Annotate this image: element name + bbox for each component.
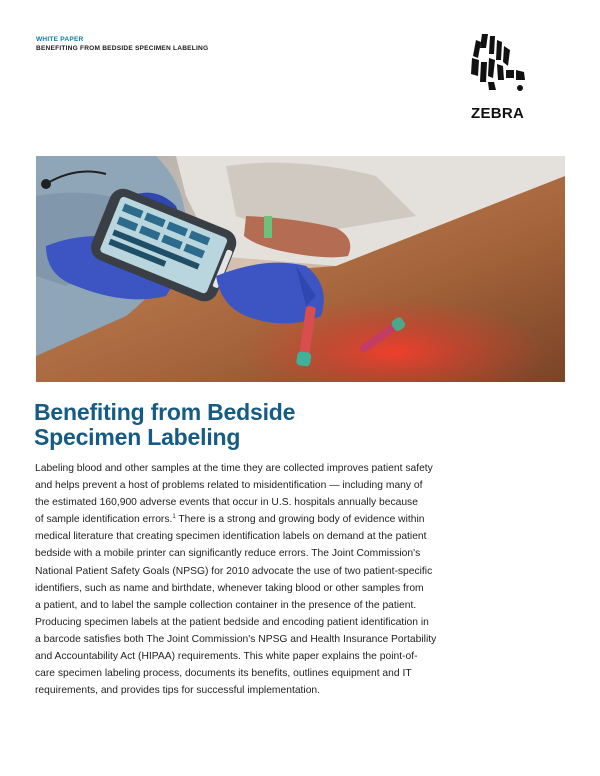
title-line-1: Benefiting from Bedside xyxy=(34,399,296,425)
zebra-wordmark: ZEBRA xyxy=(471,105,525,122)
document-type-label: WHITE PAPER xyxy=(36,36,84,43)
body-line: identifiers, such as name and birthdate, whenever taking blood or other samples from xyxy=(35,582,424,594)
title-line-2: Specimen Labeling xyxy=(34,424,241,450)
footnote-reference[interactable]: 1 xyxy=(172,514,176,521)
document-subtitle: BENEFITING FROM BEDSIDE SPECIMEN LABELING xyxy=(36,44,209,52)
body-line: the estimated 160,900 adverse events that occur in U.S. hospitals annually because xyxy=(35,497,418,509)
body-line xyxy=(35,511,485,528)
zebra-head-icon xyxy=(468,32,532,98)
document-title xyxy=(34,400,534,450)
body-line: bedside with a mobile printer can significantly reduce errors. The Joint Commission's xyxy=(35,548,421,560)
body-line: requirements, and provides tips for successful implementation. xyxy=(35,685,321,697)
hero-photo xyxy=(36,156,565,382)
body-line: Producing specimen labels at the patient bedside and encoding patient identification in xyxy=(35,616,429,628)
body-line: and helps prevent a host of problems related to misidentification — including many of xyxy=(35,480,423,492)
bedside-labeling-photo xyxy=(36,156,565,382)
body-line-part: There is a strong and growing body of evidence within xyxy=(175,514,425,526)
intro-paragraph xyxy=(35,460,485,699)
body-line: medical literature that creating specimen identification labels on demand at the patient xyxy=(35,531,427,543)
body-line: National Patient Safety Goals (NPSG) for 2010 advocate the use of two patient-specific xyxy=(35,565,433,577)
body-line: a patient, and to label the sample collection container in the presence of the patient. xyxy=(35,599,417,611)
body-line: a barcode satisfies both The Joint Commission's NPSG and Health Insurance Portability xyxy=(35,633,437,645)
body-line: Labeling blood and other samples at the time they are collected improves patient safety xyxy=(35,463,433,474)
document-header xyxy=(36,36,208,53)
body-line: and Accountability Act (HIPAA) requirements. This white paper explains the point-of- xyxy=(35,651,418,663)
body-line-part: of sample identification errors. xyxy=(35,514,173,526)
body-line: care specimen labeling process, documents its benefits, outlines equipment and IT xyxy=(35,668,412,680)
